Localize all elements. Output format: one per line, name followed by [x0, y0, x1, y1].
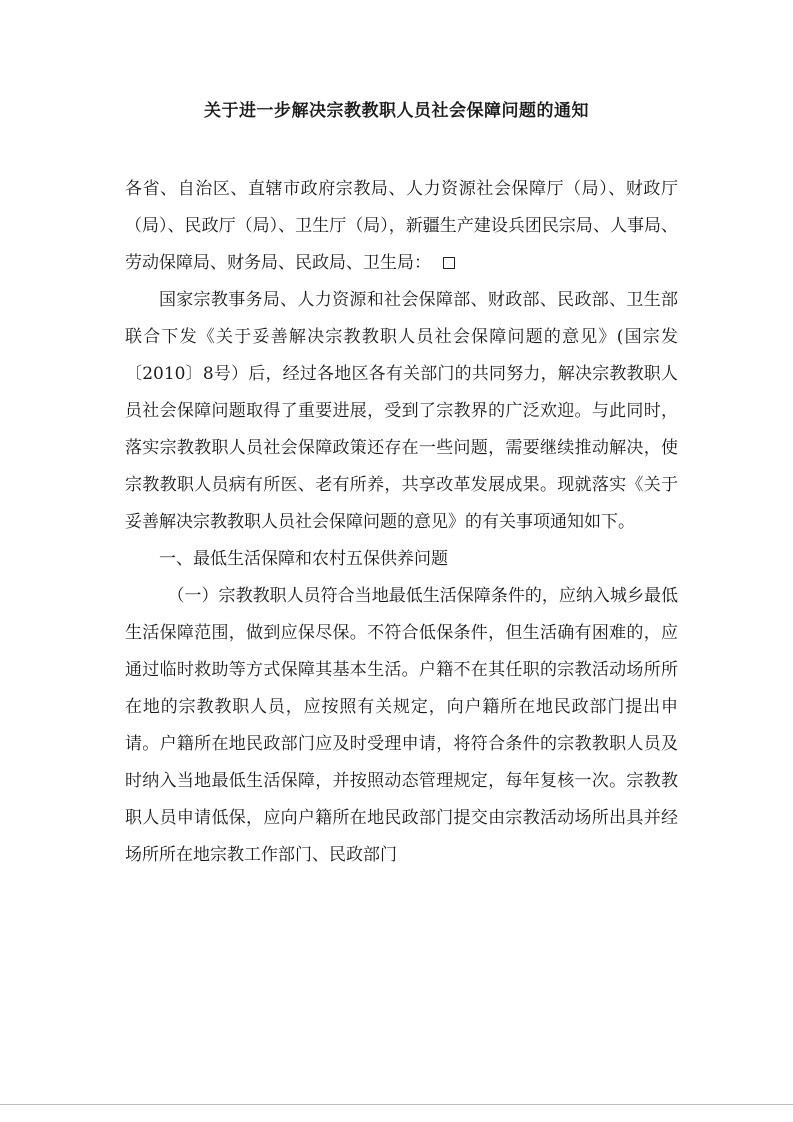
addressee-text: 各省、自治区、直辖市政府宗教局、人力资源社会保障厅（局）、财政厅（局）、民政厅（局）、卫生厅（局），新疆生产建设兵团民宗局、人事局、劳动保障局、财务局、民政局、卫生局： — [125, 179, 678, 273]
section-heading-1: 一、最低生活保障和农村五保供养问题 — [159, 549, 448, 569]
body-paragraph-item-1: （一）宗教教职人员符合当地最低生活保障条件的，应纳入城乡最低生活保障范围，做到应保尽保。不符合低保条件，但生活确有困难的，应通过临时救助等方式保障其基本生活。户籍不在其任职的宗教活动场所所在地的宗教教职人员，应按照有关规定，向户籍所在地民政部门提出申请。户籍所在地民政部门应及时受理申请，将符合条件的宗教教职人员及时纳入当地最低生活保障，并按照动态管理规定，每年复核一次。宗教教职人员申请低保，应向户籍所在地民政部门提交由宗教活动场所出具并经场所所在地宗教工作部门、民政部门 — [125, 586, 678, 865]
document-body — [125, 171, 678, 874]
empty-box-icon — [443, 257, 455, 269]
page-bottom-divider — [0, 1104, 793, 1105]
body-paragraph-intro: 国家宗教事务局、人力资源和社会保障部、财政部、民政部、卫生部联合下发《关于妥善解决宗教教职人员社会保障问题的意见》(国宗发〔2010〕8号）后，经过各地区各有关部门的共同努力，解决宗教教职人员社会保障问题取得了重要进展，受到了宗教界的广泛欢迎。与此同时，落实宗教教职人员社会保障政策还存在一些问题，需要继续推动解决，使宗教教职人员病有所医、老有所养，共享改革发展成果。现就落实《关于妥善解决宗教教职人员社会保障问题的意见》的有关事项通知如下。 — [125, 290, 678, 532]
document-title: 关于进一步解决宗教教职人员社会保障问题的通知 — [204, 101, 589, 121]
addressee-paragraph — [125, 171, 678, 282]
